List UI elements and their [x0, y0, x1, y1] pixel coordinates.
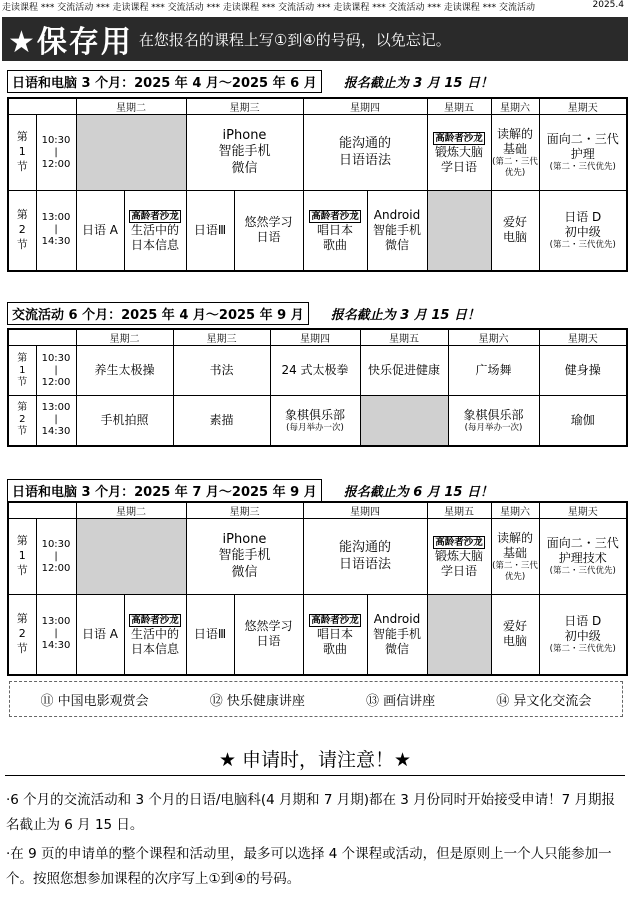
course-life-info — [124, 595, 186, 675]
section2-title: 交流活动 6 个月：2025 年 4 月～2025 年 9 月 — [7, 302, 309, 325]
priority-note: (第二・三代优先) — [549, 566, 616, 577]
day-fri: 星期五 — [427, 502, 491, 519]
course-care-label: 面向二・三代 护理 — [546, 132, 619, 162]
period-1: 第 1 节 — [8, 115, 36, 191]
schedule-table-1 — [7, 97, 628, 272]
priority-note: (第二・三代优先) — [549, 162, 616, 173]
activity-sketch: 素描 — [173, 396, 270, 446]
period-2: 第 2 节 — [8, 595, 36, 675]
time-1: 10:30 | 12:00 — [36, 519, 76, 595]
course-songs-label: 唱日本 歌曲 — [316, 626, 353, 656]
senior-salon-tag: 高龄者沙龙 — [435, 132, 483, 144]
day-sun: 星期天 — [539, 98, 627, 115]
priority-note: (第二・三代 优先) — [492, 561, 538, 582]
course-leisure-japanese: 悠然学习 日语 — [234, 191, 303, 271]
course-leisure-japanese: 悠然学习 日语 — [234, 595, 303, 675]
day-tue: 星期二 — [76, 329, 173, 346]
notice-title: ★ 申请时，请注意！★ — [218, 749, 412, 771]
course-brain-japanese-label: 锻炼大脑 学日语 — [434, 549, 483, 579]
period-1: 第 1 节 — [8, 346, 36, 396]
course-android: Android 智能手机 微信 — [367, 191, 427, 271]
section3-heading — [7, 479, 493, 502]
day-wed: 星期三 — [173, 329, 270, 346]
senior-salon-tag: 高龄者沙龙 — [435, 536, 483, 548]
divider — [5, 775, 625, 776]
time-2: 13:00 | 14:30 — [36, 396, 76, 446]
activity-chess-club — [270, 396, 360, 446]
period-2: 第 2 节 — [8, 396, 36, 446]
day-fri: 星期五 — [427, 98, 491, 115]
day-thu: 星期四 — [303, 98, 427, 115]
course-care — [539, 115, 627, 191]
running-header-text: 走读课程 *** 交流活动 *** 走读课程 *** 交流活动 *** 走读课程 *** 交流活动 *** 走读课程 *** 交流活动 *** 走读课程 *** 交流活动 — [2, 3, 535, 13]
activity-chess-club-sat — [448, 396, 539, 446]
day-tue: 星期二 — [76, 98, 186, 115]
section3-deadline: 报名截止为 6 月 15 日！ — [343, 485, 493, 500]
schedule-table-3 — [7, 501, 628, 676]
activity-square-dance: 广场舞 — [448, 346, 539, 396]
empty-slot — [76, 115, 186, 191]
day-sat: 星期六 — [491, 98, 539, 115]
notice-heading — [0, 745, 630, 772]
course-reading-label: 读解的 基础 — [496, 531, 533, 561]
senior-salon-tag: 高龄者沙龙 — [311, 210, 359, 222]
chess-club-label: 象棋俱乐部 — [463, 407, 524, 422]
senior-salon-tag: 高龄者沙龙 — [311, 614, 359, 626]
section3-title: 日语和电脑 3 个月：2025 年 7 月～2025 年 9 月 — [7, 479, 322, 502]
priority-note: (第二・三代优先) — [549, 644, 616, 655]
course-songs-label: 唱日本 歌曲 — [316, 222, 353, 252]
course-life-info-label: 生活中的 日本信息 — [130, 626, 179, 656]
event-13: ⑬ 画信讲座 — [366, 693, 436, 709]
course-japanese-3: 日语Ⅲ — [186, 191, 234, 271]
course-songs — [303, 595, 367, 675]
section1-deadline: 报名截止为 3 月 15 日！ — [343, 76, 493, 91]
course-life-info — [124, 191, 186, 271]
extra-events-legend — [9, 681, 623, 717]
time-2: 13:00 | 14:30 — [36, 191, 76, 271]
activity-24-taichi: 24 式太极拳 — [270, 346, 360, 396]
time-1: 10:30 | 12:00 — [36, 346, 76, 396]
empty-slot — [427, 191, 491, 271]
senior-salon-tag: 高龄者沙龙 — [131, 210, 179, 222]
banner-instruction: 在您报名的课程上写①到④的号码，以免忘记。 — [138, 30, 451, 49]
time-2: 13:00 | 14:30 — [36, 595, 76, 675]
course-care-tech — [539, 519, 627, 595]
monthly-note: (每月举办一次) — [286, 422, 344, 433]
day-tue: 星期二 — [76, 502, 186, 519]
priority-note: (第二・三代优先) — [549, 240, 616, 251]
activity-taichi-exercise: 养生太极操 — [76, 346, 173, 396]
course-iphone: iPhone 智能手机 微信 — [186, 115, 303, 191]
time-1: 10:30 | 12:00 — [36, 115, 76, 191]
course-brain-japanese — [427, 519, 491, 595]
activity-yoga: 瑜伽 — [539, 396, 627, 446]
course-hobby-pc: 爱好 电脑 — [491, 595, 539, 675]
activity-phone-photo: 手机拍照 — [76, 396, 173, 446]
period-1: 第 1 节 — [8, 519, 36, 595]
top-running-header — [2, 0, 628, 13]
schedule-table-2 — [7, 328, 628, 447]
course-grammar: 能沟通的 日语语法 — [303, 115, 427, 191]
day-sat: 星期六 — [491, 502, 539, 519]
course-reading-basics — [491, 519, 539, 595]
chess-club-label: 象棋俱乐部 — [284, 407, 345, 422]
course-android: Android 智能手机 微信 — [367, 595, 427, 675]
course-japanese-3: 日语Ⅲ — [186, 595, 234, 675]
empty-slot — [427, 595, 491, 675]
course-japanese-a: 日语 A — [76, 191, 124, 271]
monthly-note: (每月举办一次) — [464, 422, 523, 433]
empty-slot — [76, 519, 186, 595]
day-fri: 星期五 — [360, 329, 448, 346]
banner-title: ★保存用 — [8, 25, 133, 60]
course-songs — [303, 191, 367, 271]
course-japanese-d — [539, 595, 627, 675]
course-reading-basics — [491, 115, 539, 191]
day-thu: 星期四 — [270, 329, 360, 346]
notice-paragraph-1: ·6 个月的交流活动和 3 个月的日语/电脑科(4 月期和 7 月期)都在 3 月份同时开始接受申请！7 月期报名截止为 6 月 15 日。 — [6, 792, 616, 833]
activity-calligraphy: 书法 — [173, 346, 270, 396]
course-care-tech-label: 面向二・三代 护理技术 — [546, 536, 619, 566]
section2-heading — [7, 302, 480, 325]
event-12: ⑫ 快乐健康讲座 — [209, 693, 305, 709]
course-japanese-d-label: 日语 D 初中级 — [564, 210, 602, 240]
day-sat: 星期六 — [448, 329, 539, 346]
course-japanese-a: 日语 A — [76, 595, 124, 675]
day-wed: 星期三 — [186, 502, 303, 519]
course-iphone: iPhone 智能手机 微信 — [186, 519, 303, 595]
event-11: ⑪ 中国电影观赏会 — [40, 693, 149, 709]
keep-for-reference-banner — [2, 17, 628, 61]
day-wed: 星期三 — [186, 98, 303, 115]
senior-salon-tag: 高龄者沙龙 — [131, 614, 179, 626]
notice-paragraph-2: ·在 9 页的申请单的整个课程和活动里，最多可以选择 4 个课程或活动，但是原则上一个人只能参加一个。按照您想参加课程的次序写上①到④的号码。 — [6, 846, 612, 887]
period-2: 第 2 节 — [8, 191, 36, 271]
section1-heading — [7, 70, 493, 93]
priority-note: (第二・三代 优先) — [492, 157, 538, 178]
course-brain-japanese-label: 锻炼大脑 学日语 — [434, 145, 483, 175]
day-sun: 星期天 — [539, 329, 627, 346]
version-label: 2025.4 — [592, 0, 624, 10]
day-thu: 星期四 — [303, 502, 427, 519]
course-reading-label: 读解的 基础 — [496, 127, 533, 157]
event-14: ⑭ 异文化交流会 — [496, 693, 592, 709]
activity-fitness: 健身操 — [539, 346, 627, 396]
course-japanese-d-label: 日语 D 初中级 — [564, 614, 602, 644]
day-sun: 星期天 — [539, 502, 627, 519]
course-grammar: 能沟通的 日语语法 — [303, 519, 427, 595]
empty-slot — [360, 396, 448, 446]
section1-title: 日语和电脑 3 个月：2025 年 4 月～2025 年 6 月 — [7, 70, 322, 93]
activity-happy-health: 快乐促进健康 — [360, 346, 448, 396]
course-japanese-d — [539, 191, 627, 271]
course-brain-japanese — [427, 115, 491, 191]
course-life-info-label: 生活中的 日本信息 — [130, 222, 179, 252]
course-hobby-pc: 爱好 电脑 — [491, 191, 539, 271]
section2-deadline: 报名截止为 3 月 15 日！ — [330, 308, 480, 323]
